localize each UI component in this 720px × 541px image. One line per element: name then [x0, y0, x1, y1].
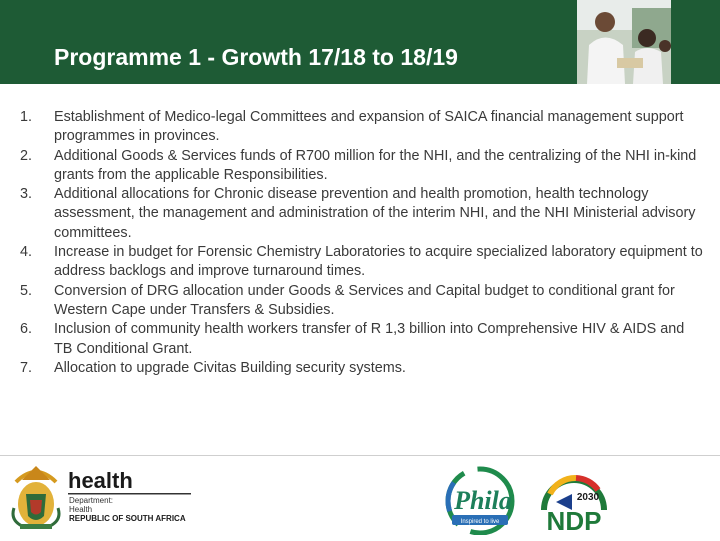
coat-of-arms-icon: [13, 466, 59, 529]
phila-tagline: Inspired to live: [460, 519, 500, 525]
header-photo: [577, 0, 671, 84]
item-number: 7.: [20, 359, 33, 376]
list-item: [20, 282, 706, 321]
list-item: [20, 147, 706, 186]
item-number: 3.: [20, 186, 33, 203]
health-logo-line2: Health: [69, 505, 93, 514]
list-item: [20, 320, 706, 359]
list-item: [20, 243, 706, 282]
slide-title: Programme 1 - Growth 17/18 to 18/19: [54, 44, 458, 70]
ndp-wordmark: NDP: [546, 506, 602, 536]
item-text: Additional allocations for Chronic disease prevention and health promotion, health technology assessment, the management and administration of the interim NHI, and the NHI Ministerial advisory committees.: [54, 186, 696, 241]
ndp-2030-logo: [536, 464, 612, 536]
list-item: [20, 185, 706, 243]
phila-wordmark: Phila: [454, 486, 512, 515]
health-logo-line1: Department:: [69, 496, 114, 505]
item-text: Inclusion of community health workers transfer of R 1,3 billion into Comprehensive HIV & AIDS and TB Conditional Grant.: [54, 321, 685, 357]
phila-logo: [440, 465, 526, 535]
health-logo-line3: REPUBLIC OF SOUTH AFRICA: [69, 514, 186, 523]
item-number: 4.: [20, 244, 33, 261]
item-number: 5.: [20, 282, 33, 299]
item-text: Increase in budget for Forensic Chemistry Laboratories to acquire specialized laboratory equipment to address backlogs and improve turnaround times.: [54, 244, 703, 280]
title-banner: [0, 0, 720, 84]
item-text: Establishment of Medico-legal Committees and expansion of SAICA financial management support programmes in provinces.: [54, 109, 684, 145]
growth-list: [20, 108, 706, 378]
list-item: [20, 359, 706, 378]
footer-divider: [0, 455, 720, 456]
list-item: [20, 108, 706, 147]
item-number: 2.: [20, 147, 33, 164]
health-wordmark: health: [68, 468, 133, 493]
item-text: Conversion of DRG allocation under Goods & Services and Capital budget to conditional grant for Western Cape under Transfers & Subsidies.: [54, 282, 675, 318]
item-text: Additional Goods & Services funds of R700 million for the NHI, and the centralizing of the NHI in-kind grants from the applicable Responsibilities.: [54, 147, 697, 183]
item-number: 6.: [20, 321, 33, 338]
item-number: 1.: [20, 109, 33, 125]
ndp-year: 2030: [576, 492, 600, 503]
item-text: Allocation to upgrade Civitas Building security systems.: [54, 359, 406, 376]
department-of-health-logo: [8, 460, 198, 532]
